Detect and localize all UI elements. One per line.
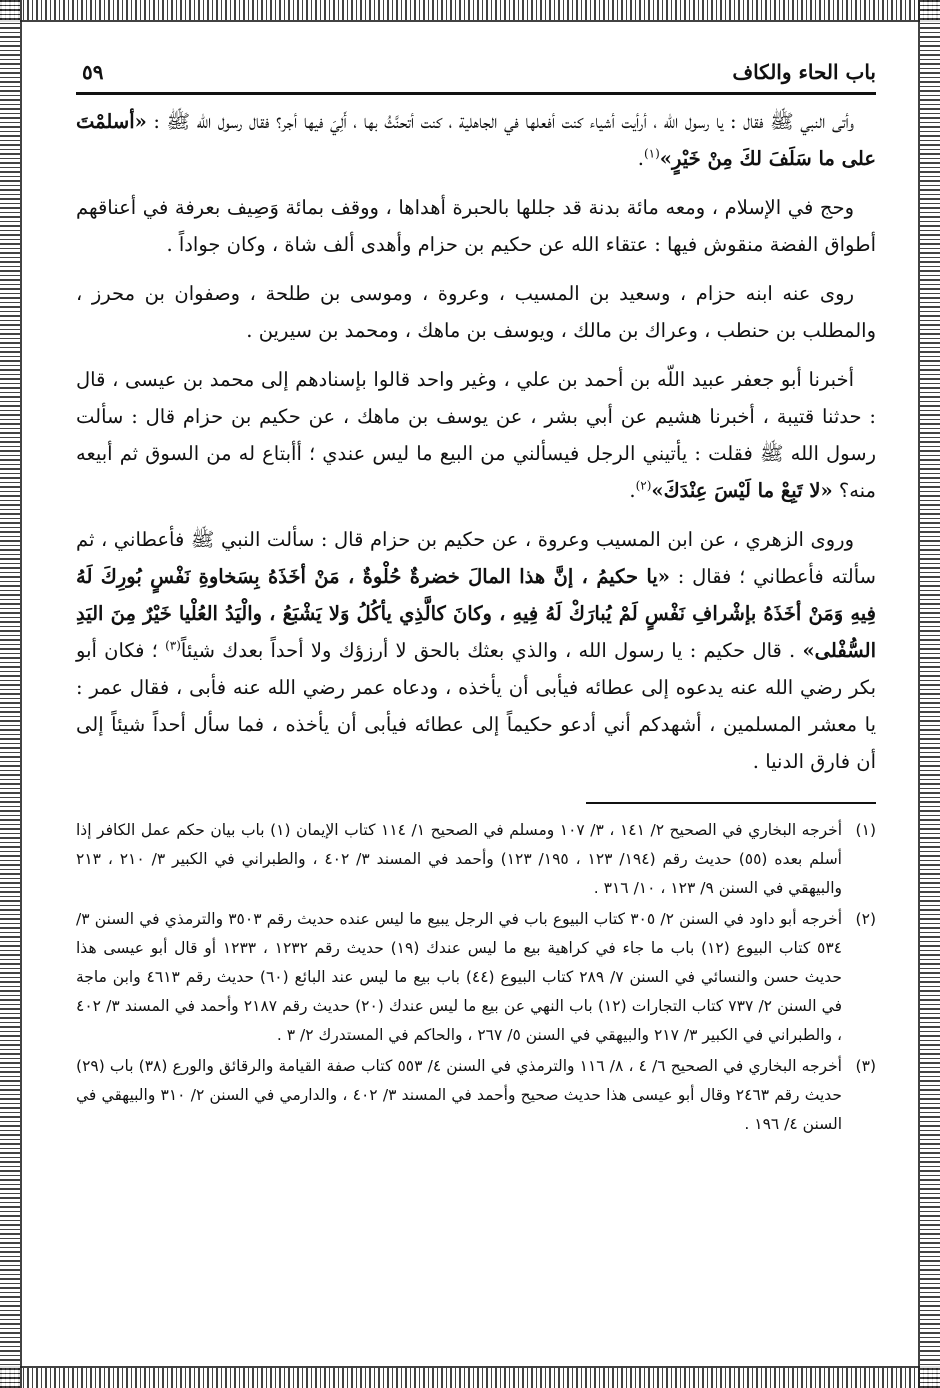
footnote-number: (٣) [855, 1057, 876, 1075]
main-text [76, 103, 876, 780]
chapter-title: باب الحاء والكاف [732, 60, 876, 84]
footnote-ref: (٢) [635, 478, 652, 493]
paragraph-text: . قال حكيم : يا رسول الله ، والذي بعثك بالحق لا أرزؤك ولا أحداً بعدك شيئاً [180, 639, 803, 662]
paragraph-4 [76, 361, 876, 509]
footnote-ref: (٣) [165, 638, 181, 653]
footnote-2 [76, 905, 876, 1050]
hadith-quote: «أسلمْتَ على ما سَلَفَ لكَ مِنْ خَيْرٍ» [76, 110, 876, 170]
decorative-border-top [0, 0, 940, 22]
running-header [76, 58, 876, 95]
paragraph-3: روى عنه ابنه حزام ، وسعيد بن المسيب ، وعروة ، وموسى بن طلحة ، وصفوان بن محرز ، والمطلب بن حنطب ، وعراك بن مالك ، ويوسف بن ماهك ، ومحمد بن سيرين . [76, 282, 876, 342]
paragraph-text: أخبرنا أبو جعفر عبيد اللّه بن أحمد بن علي ، وغير واحد قالوا بإسنادهم إلى محمد بن عيسى ، قال : حدثنا قتيبة ، أخبرنا هشيم عن أبي بشر ، عن يوسف بن ماهك ، عن حكيم بن حزام قال : سألت رسول الله ﷺ فقلت : يأتيني الرجل فيسألني من البيع ما ليس عندي ؛ أأبتاع له من السوق ثم أبيعه منه؟ [76, 368, 876, 502]
footnote-separator [586, 802, 876, 804]
footnote-1 [76, 816, 876, 903]
page-number: ٥٩ [82, 60, 104, 84]
footnote-number: (١) [855, 821, 876, 839]
footnote-text: أخرجه البخاري في الصحيح ٢/ ١٤١ ، ٣/ ١٠٧ ومسلم في الصحيح ١/ ١١٤ كتاب الإيمان (١) باب بيان حكم عمل الكافر إذا أسلم بعده (٥٥) حديث رقم (١٩٤/ ١٢٣ ، ١٩٥/ ١٢٣) وأحمد في المسند ٣/ ٤٠٢ ، والطبراني في الكبير ٣/ ٢١٠ ، ٢١٣ والبيهقي في السنن ٩/ ١٢٣ ، ١٠/ ٣١٦ . [76, 821, 843, 897]
paragraph-text: ؛ فكان أبو بكر رضي الله عنه يدعوه إلى عطائه فيأبى أن يأخذه ، ودعاه عمر رضي الله عنه فأبى ، فقال عمر : يا معشر المسلمين ، أشهدكم أني أدعو حكيماً إلى عطائه فيأبى أن يأخذه ، فما سأل أحداً شيئاً إلى أن فارق الدنيا . [76, 639, 876, 773]
footnote-ref: (١) [643, 146, 660, 161]
hadith-quote: «لا تَبِعْ ما لَيْسَ عِنْدَكَ» [651, 479, 833, 502]
paragraph-text: . [629, 479, 636, 502]
footnotes [76, 816, 876, 1139]
footnote-text: أخرجه البخاري في الصحيح ٦/ ٤ ، ٨/ ١١٦ والترمذي في السنن ٤/ ٥٥٣ كتاب صفة القيامة والرقائق والورع (٣٨) باب (٢٩) حديث رقم ٢٤٦٣ وقال أبو عيسى هذا حديث صحيح وأحمد في المسند ٣/ ٤٠٢ ، والدارمي في السنن ٢/ ٣١٠ والبيهقي في السنن ٤/ ١٩٦ . [76, 1057, 842, 1133]
hadith-quote: «يا حكيمُ ، إنَّ هذا المالَ خضرةٌ حُلْوةٌ ، مَنْ أخَذَهُ بِسَخاوةِ نَفْسٍ بُورِكَ لَهُ فِيهِ وَمَنْ أخَذَهُ بإشْرافِ نَفْسٍ لَمْ يُبارَكْ لَهُ فِيهِ ، وكانَ كالَّذِي يأكُلُ وَلا يَشْبَعُ ، والْيَدُ العُلْيا خَيْرٌ مِنَ اليَدِ السُّفْلى» [76, 565, 876, 662]
paragraph-text: وروى الزهري ، عن ابن المسيب وعروة ، عن حكيم بن حزام قال : سألت النبي ﷺ فأعطاني ، ثم سألته فأعطاني ؛ فقال : [76, 528, 877, 588]
footnote-number: (٢) [855, 910, 876, 928]
footnote-3 [76, 1052, 876, 1139]
footnote-text: أخرجه أبو داود في السنن ٢/ ٣٠٥ كتاب البيوع باب في الرجل يبيع ما ليس عنده حديث رقم ٣٥٠٣ والترمذي في السنن ٣/ ٥٣٤ كتاب البيوع (١٢) باب ما جاء في كراهية بيع ما ليس عندك (١٩) حديث رقم ١٢٣٢ ، ١٢٣٣ أو قال أبو عيسى هذا حديث حسن والنسائي في السنن ٧/ ٢٨٩ كتاب البيوع (٤٤) باب بيع ما ليس عند البائع (٦٠) حديث رقم ٤٦١٣ وابن ماجة في السنن ٢/ ٧٣٧ كتاب التجارات (١٢) باب النهي عن بيع ما ليس عندك (٢٠) حديث رقم ٢١٨٧ وأحمد في المسند ٣/ ٤٠٢ ، والطبراني في الكبير ٣/ ٢١٧ والبيهقي في السنن ٥/ ٢٦٧ ، والحاكم في المستدرك ٢/ ٣ . [76, 910, 843, 1044]
decorative-border-right [918, 0, 940, 1388]
page [76, 58, 876, 1354]
paragraph-1 [76, 103, 876, 177]
paragraph-2: وحج في الإسلام ، ومعه مائة بدنة قد جللها بالحبرة أهداها ، ووقف بمائة وَصِيف بعرفة في أعناقهم أطواق الفضة منقوش فيها : عتقاء الله عن حكيم بن حزام وأهدى ألف شاة ، وكان جواداً . [76, 196, 876, 256]
paragraph-5 [76, 521, 876, 780]
paragraph-text: . [637, 147, 644, 170]
decorative-border-left [0, 0, 22, 1388]
paragraph-text: وأتى النبي ﷺ فقال : يا رسول الله ، أرأيت أشياء كنت أفعلها في الجاهلية ، كنت أتحنَّثُ بها ، أَلِيَ فيها أجر؟ فقال رسول الله ﷺ : [146, 110, 854, 133]
decorative-border-bottom [0, 1366, 940, 1388]
